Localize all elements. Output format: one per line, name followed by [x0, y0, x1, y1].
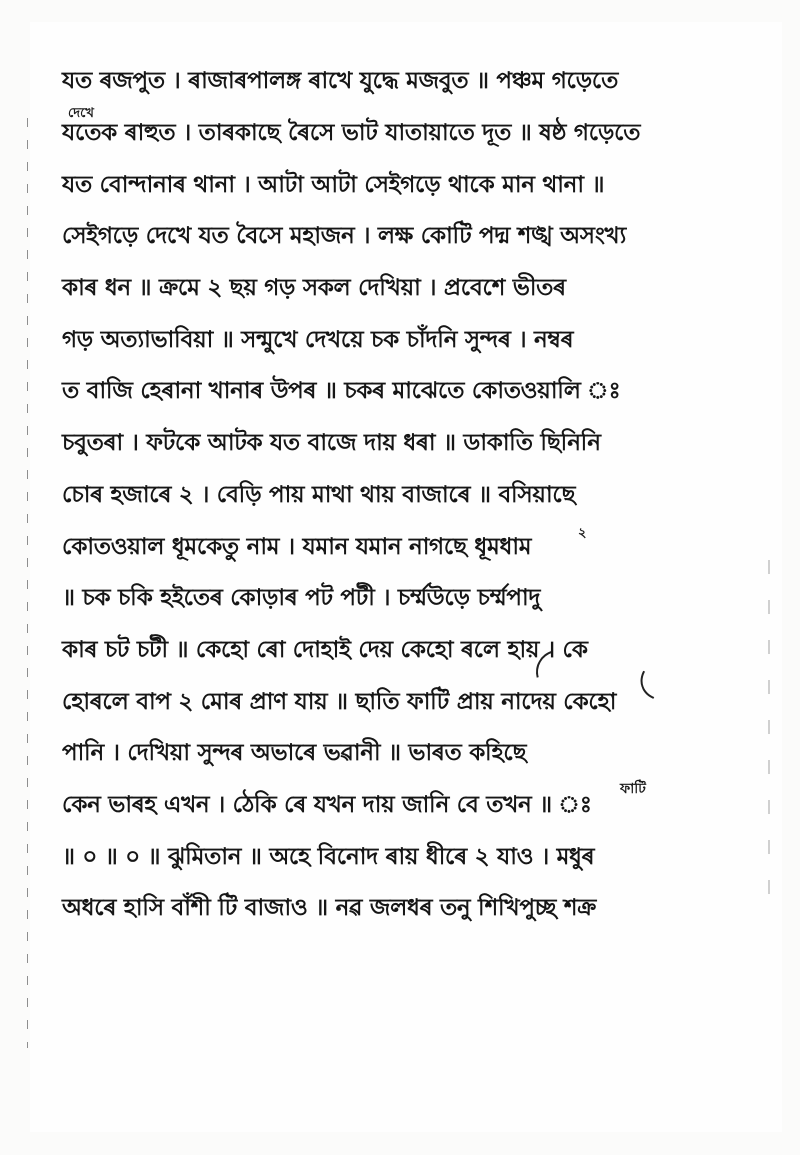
line-text: ॥ চক চকি হইতেৰ কোড়াৰ পট পটী । চৰ্ম্মউড়ে চৰ্ম্মপাদু — [62, 585, 541, 612]
line-text: পানি । দেখিয়া সুন্দৰ অভাৰে ভৱানী ॥ ভাৰত কহিছে — [62, 740, 527, 767]
line-text: ত বাজি হেৰানা খানাৰ উপৰ ॥ চকৰ মাঝেতে কোতওয়ালি ঃ — [62, 378, 621, 405]
manuscript-line-17 — [62, 883, 722, 935]
manuscript-line-7 — [62, 366, 722, 418]
manuscript-line-11 — [62, 573, 722, 625]
line-text: হোৰলে বাপ ২ মোৰ প্ৰাণ যায় ॥ ছাতি ফাটি প্ৰায় নাদেয় কেহো — [62, 688, 617, 715]
interlinear-note-3: ফাটি — [620, 781, 646, 797]
manuscript-line-2 — [62, 108, 722, 160]
interlinear-note-1: দেখে — [68, 106, 94, 121]
line-text: অধৰে হাসি বাঁশী টি বাজাও ॥ নৱ জলধৰ তনু শিখিপুচ্ছ শক্ৰ — [62, 895, 597, 922]
manuscript-line-10 — [62, 521, 722, 573]
manuscript-line-9 — [62, 470, 722, 522]
manuscript-line-16 — [62, 831, 722, 883]
interlinear-note-2: ২ — [578, 526, 587, 541]
line-text: যত ৰজপুত । ৰাজাৰপালঙ্গ ৰাখে যুদ্ধে মজবুত ॥ পঞ্চম গড়েতে — [62, 68, 619, 95]
line-text: কেন ভাৰহ এখন । ঠেকি ৰে যখন দায় জানি বে তখন ॥ ঃ — [62, 791, 592, 818]
line-text: সেইগড়ে দেখে যত বৈসে মহাজন । লক্ষ কোটি পদ্ম শঙ্খ অসংখ্য — [62, 223, 627, 250]
manuscript-line-13 — [62, 676, 722, 728]
manuscript-line-5 — [62, 263, 722, 315]
line-text: যতেক ৰাহুত । তাৰকাছে ৰৈসে ভাট যাতায়াতে দূত ॥ ষষ্ঠ গড়েতে — [62, 120, 641, 147]
line-text: কোতওয়াল ধূমকেতু নাম । যমান যমান নাগছে ধূমধাম — [62, 533, 532, 560]
line-text: যত বোন্দানাৰ থানা । আটা আটা সেইগড়ে থাকে মান থানা ॥ — [62, 171, 605, 198]
manuscript-line-3 — [62, 159, 722, 211]
line-text: চবুতৰা । ফটকে আটক যত বাজে দায় ধৰা ॥ ডাকাতি ছিনিনি — [62, 430, 601, 457]
line-text: চোৰ হজাৰে ২ । বেড়ি পায় মাথা থায় বাজাৰে ॥ বসিয়াছে — [62, 481, 576, 508]
manuscript-line-12 — [62, 625, 722, 677]
manuscript-line-1 — [62, 56, 722, 108]
manuscript-line-6 — [62, 314, 722, 366]
text-block — [62, 56, 722, 935]
line-text: ॥ ০ ॥ ০ ॥ ঝুমিতান ॥ অহে বিনোদ ৰায় ধীৰে ২ যাও । মধুৰ — [62, 843, 595, 870]
manuscript-line-15 — [62, 780, 722, 832]
right-margin-edge — [768, 560, 770, 900]
manuscript-line-8 — [62, 418, 722, 470]
line-text: কাৰ চট চটী ॥ কেহো ৰো দোহাই দেয় কেহো ৰলে হায় । কে — [62, 636, 588, 663]
left-margin-edge — [27, 118, 28, 1048]
manuscript-line-4 — [62, 211, 722, 263]
line-text: গড় অত্যাভাবিয়া ॥ সন্মুখে দেখয়ে চক চাঁদনি সুন্দৰ । নম্বৰ — [62, 326, 574, 353]
manuscript-line-14 — [62, 728, 722, 780]
line-text: কাৰ ধন ॥ ক্ৰমে ২ ছয় গড় সকল দেখিয়া । প্ৰবেশে ভীতৰ — [62, 275, 566, 302]
